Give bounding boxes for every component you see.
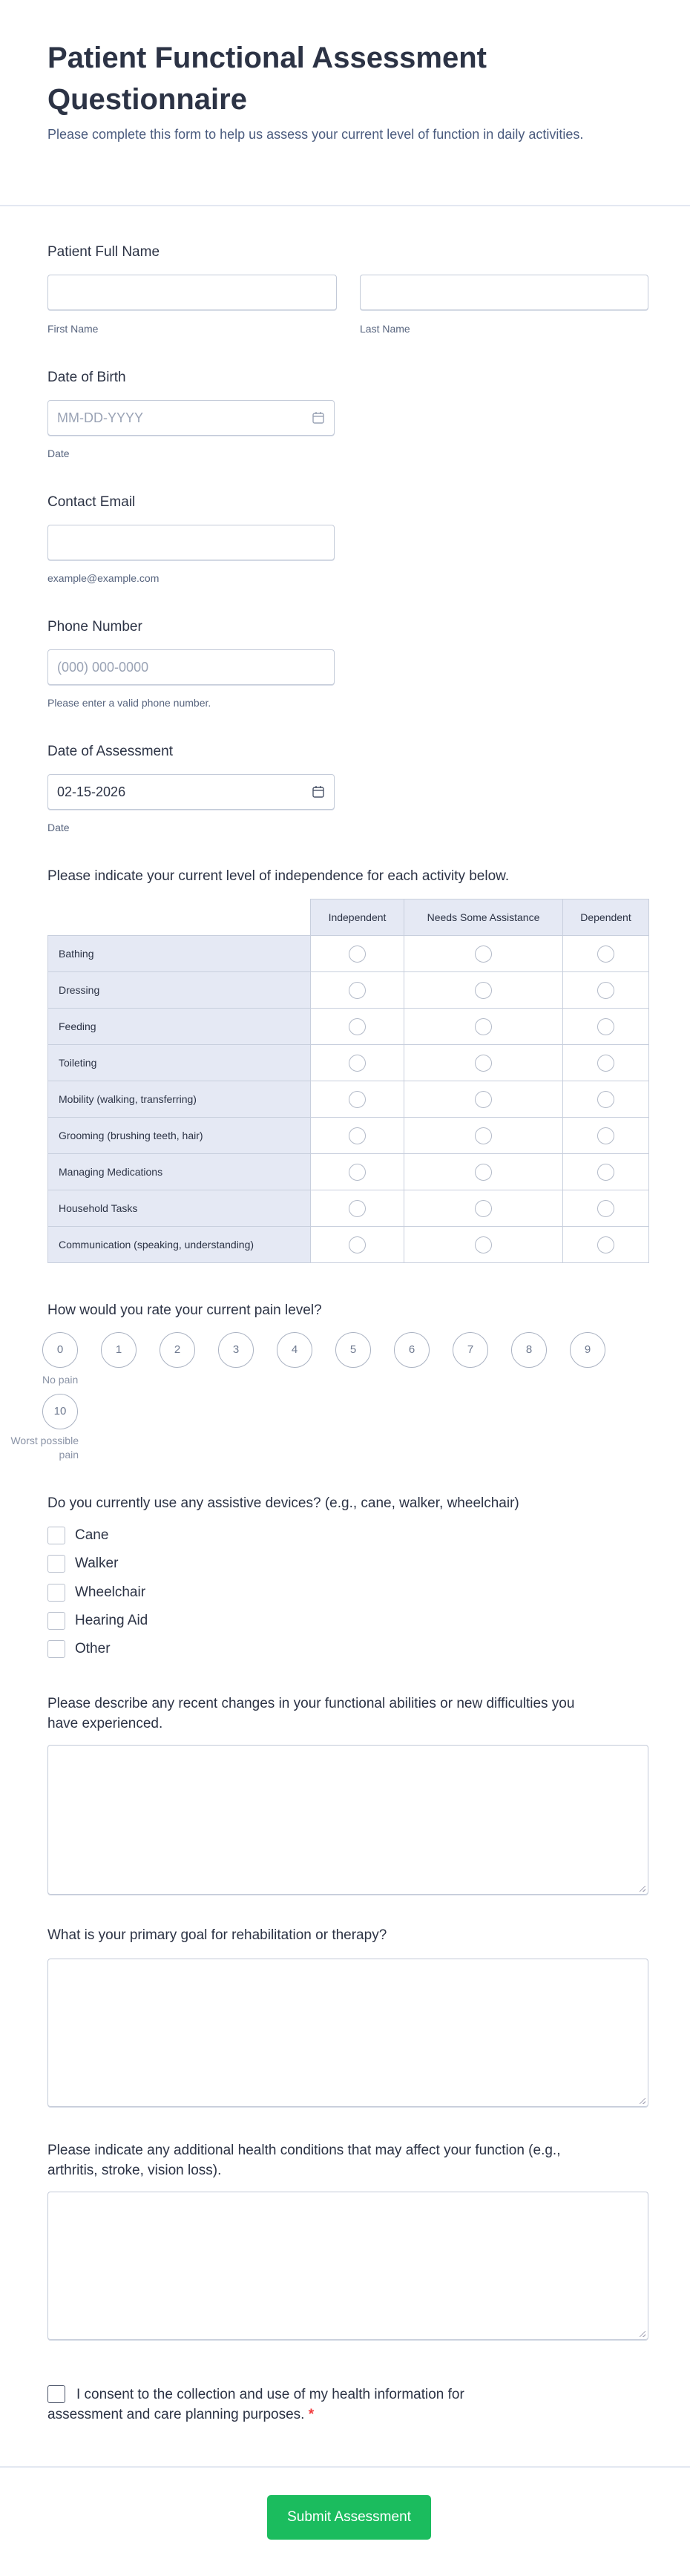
device-option-label[interactable]: Walker [75, 1556, 119, 1572]
matrix-column-header: Needs Some Assistance [404, 899, 563, 936]
matrix-radio[interactable] [475, 945, 492, 963]
calendar-icon[interactable] [312, 411, 325, 425]
email-input[interactable] [47, 525, 335, 560]
matrix-cell [563, 1045, 649, 1081]
footer-divider [0, 2466, 690, 2468]
pain-option-5[interactable]: 5 [335, 1332, 371, 1368]
matrix-radio[interactable] [349, 1091, 366, 1108]
matrix-radio[interactable] [349, 945, 366, 963]
matrix-cell [404, 1118, 563, 1154]
matrix-radio[interactable] [349, 1018, 366, 1035]
matrix-cell [311, 1081, 404, 1118]
device-checkbox[interactable] [47, 1555, 65, 1573]
pain-option-3[interactable]: 3 [218, 1332, 254, 1368]
matrix-row [48, 1081, 649, 1118]
matrix-cell [311, 972, 404, 1009]
last-name-input[interactable] [360, 275, 648, 310]
header-divider [0, 205, 690, 206]
pain-min-label: No pain [42, 1374, 79, 1386]
matrix-radio[interactable] [475, 1127, 492, 1144]
pain-option-4[interactable]: 4 [277, 1332, 312, 1368]
matrix-corner [48, 899, 311, 936]
first-name-input[interactable] [47, 275, 337, 310]
matrix-row [48, 1154, 649, 1190]
goal-label: What is your primary goal for rehabilitation or therapy? [47, 1927, 387, 1943]
phone-input[interactable] [47, 649, 335, 685]
matrix-radio[interactable] [349, 982, 366, 999]
matrix-cell [311, 1190, 404, 1227]
conditions-label-line2: arthritis, stroke, vision loss). [47, 2163, 222, 2178]
pain-option-9[interactable]: 9 [570, 1332, 605, 1368]
matrix-row [48, 1190, 649, 1227]
matrix-cell [404, 972, 563, 1009]
consent-text-line2-wrap [47, 2406, 314, 2424]
device-checkbox[interactable] [47, 1584, 65, 1602]
matrix-radio[interactable] [597, 1018, 614, 1035]
submit-button[interactable]: Submit Assessment [267, 2495, 431, 2540]
device-checkbox[interactable] [47, 1640, 65, 1658]
matrix-cell [404, 1045, 563, 1081]
matrix-radio[interactable] [475, 1236, 492, 1253]
matrix-row [48, 1009, 649, 1045]
pain-option-2[interactable]: 2 [160, 1332, 195, 1368]
independence-matrix [47, 899, 649, 1263]
matrix-radio[interactable] [475, 1018, 492, 1035]
matrix-row-label: Communication (speaking, understanding) [48, 1227, 311, 1263]
matrix-column-header: Independent [311, 899, 404, 936]
matrix-radio[interactable] [597, 945, 614, 963]
matrix-row [48, 1045, 649, 1081]
matrix-row-label: Managing Medications [48, 1154, 311, 1190]
matrix-radio[interactable] [349, 1127, 366, 1144]
device-option-label[interactable]: Wheelchair [75, 1584, 146, 1600]
consent-checkbox[interactable] [47, 2385, 65, 2403]
matrix-cell [404, 1154, 563, 1190]
last-name-sublabel: Last Name [360, 323, 410, 335]
pain-option-7[interactable]: 7 [453, 1332, 488, 1368]
consent-text-line2: assessment and care planning purposes. [47, 2407, 305, 2422]
matrix-cell [404, 1009, 563, 1045]
matrix-row-label: Feeding [48, 1009, 311, 1045]
consent-text-line1: I consent to the collection and use of my health information for [76, 2387, 464, 2402]
resize-grip-icon[interactable] [640, 2331, 645, 2337]
device-checkbox[interactable] [47, 1527, 65, 1544]
matrix-cell [311, 1009, 404, 1045]
device-option-label[interactable]: Cane [75, 1527, 109, 1543]
matrix-radio[interactable] [597, 1091, 614, 1108]
matrix-cell [404, 936, 563, 972]
changes-label-line2: have experienced. [47, 1716, 163, 1731]
matrix-radio[interactable] [475, 1091, 492, 1108]
pain-option-10[interactable]: 10 [42, 1394, 78, 1429]
matrix-cell [404, 1081, 563, 1118]
device-option-label[interactable]: Other [75, 1641, 111, 1657]
phone-sublabel: Please enter a valid phone number. [47, 697, 211, 709]
pain-question: How would you rate your current pain level? [47, 1302, 322, 1318]
matrix-radio[interactable] [597, 1055, 614, 1072]
matrix-radio[interactable] [475, 1164, 492, 1181]
matrix-column-header: Dependent [563, 899, 649, 936]
dob-sublabel: Date [47, 448, 70, 459]
assessment-date-input[interactable] [47, 774, 335, 810]
pain-option-6[interactable]: 6 [394, 1332, 430, 1368]
calendar-icon[interactable] [312, 785, 325, 799]
matrix-row [48, 936, 649, 972]
matrix-cell [404, 1190, 563, 1227]
page-subtitle: Please complete this form to help us assess your current level of function in daily activities. [47, 127, 584, 142]
changes-textarea[interactable] [47, 1745, 648, 1895]
matrix-cell [311, 1227, 404, 1263]
email-sublabel: example@example.com [47, 572, 160, 584]
matrix-radio[interactable] [475, 982, 492, 999]
phone-label: Phone Number [47, 619, 142, 635]
required-asterisk: * [308, 2407, 315, 2422]
matrix-cell [563, 1154, 649, 1190]
matrix-cell [563, 972, 649, 1009]
matrix-radio[interactable] [597, 1127, 614, 1144]
devices-question: Do you currently use any assistive devices? (e.g., cane, walker, wheelchair) [47, 1495, 519, 1511]
matrix-row [48, 972, 649, 1009]
matrix-row-label: Household Tasks [48, 1190, 311, 1227]
matrix-row-label: Toileting [48, 1045, 311, 1081]
matrix-row [48, 1118, 649, 1154]
matrix-radio[interactable] [349, 1055, 366, 1072]
changes-label-line1: Please describe any recent changes in your functional abilities or new difficulties you [47, 1696, 575, 1711]
matrix-question: Please indicate your current level of independence for each activity below. [47, 868, 510, 884]
page-title: Patient Functional Assessment Questionnaire [47, 42, 487, 116]
pain-max-label-line2: pain [59, 1449, 79, 1461]
goal-textarea[interactable] [47, 1959, 648, 2107]
conditions-label-line1: Please indicate any additional health conditions that may affect your function (e.g., [47, 2143, 561, 2158]
matrix-cell [311, 1118, 404, 1154]
assessment-date-label: Date of Assessment [47, 744, 173, 759]
matrix-row-label: Bathing [48, 936, 311, 972]
assessment-date-sublabel: Date [47, 822, 70, 833]
matrix-radio[interactable] [349, 1164, 366, 1181]
device-option-label[interactable]: Hearing Aid [75, 1612, 148, 1628]
resize-grip-icon[interactable] [640, 1886, 645, 1892]
dob-input[interactable] [47, 400, 335, 436]
assessment-date-value: 02-15-2026 [57, 784, 126, 799]
matrix-cell [404, 1227, 563, 1263]
matrix-radio[interactable] [597, 1164, 614, 1181]
matrix-cell [311, 1045, 404, 1081]
matrix-row-label: Grooming (brushing teeth, hair) [48, 1118, 311, 1154]
matrix-radio[interactable] [597, 1236, 614, 1253]
matrix-radio[interactable] [349, 1236, 366, 1253]
matrix-radio[interactable] [349, 1200, 366, 1217]
first-name-sublabel: First Name [47, 323, 99, 335]
matrix-radio[interactable] [475, 1200, 492, 1217]
matrix-cell [563, 936, 649, 972]
matrix-cell [563, 1081, 649, 1118]
full-name-label: Patient Full Name [47, 244, 160, 260]
matrix-cell [563, 1227, 649, 1263]
pain-option-8[interactable]: 8 [511, 1332, 547, 1368]
dob-placeholder: MM-DD-YYYY [57, 410, 143, 425]
matrix-row [48, 1227, 649, 1263]
matrix-cell [311, 936, 404, 972]
phone-placeholder: (000) 000-0000 [57, 660, 149, 675]
dob-label: Date of Birth [47, 370, 126, 385]
matrix-row-label: Dressing [48, 972, 311, 1009]
conditions-textarea[interactable] [47, 2192, 648, 2340]
matrix-radio[interactable] [475, 1055, 492, 1072]
device-checkbox[interactable] [47, 1612, 65, 1630]
pain-option-1[interactable]: 1 [101, 1332, 137, 1368]
matrix-cell [563, 1009, 649, 1045]
matrix-radio[interactable] [597, 982, 614, 999]
matrix-cell [563, 1118, 649, 1154]
pain-option-0[interactable]: 0 [42, 1332, 78, 1368]
resize-grip-icon[interactable] [640, 2098, 645, 2104]
email-label: Contact Email [47, 494, 136, 510]
matrix-row-label: Mobility (walking, transferring) [48, 1081, 311, 1118]
matrix-radio[interactable] [597, 1200, 614, 1217]
pain-max-label-line1: Worst possible [10, 1435, 79, 1446]
matrix-cell [563, 1190, 649, 1227]
matrix-cell [311, 1154, 404, 1190]
